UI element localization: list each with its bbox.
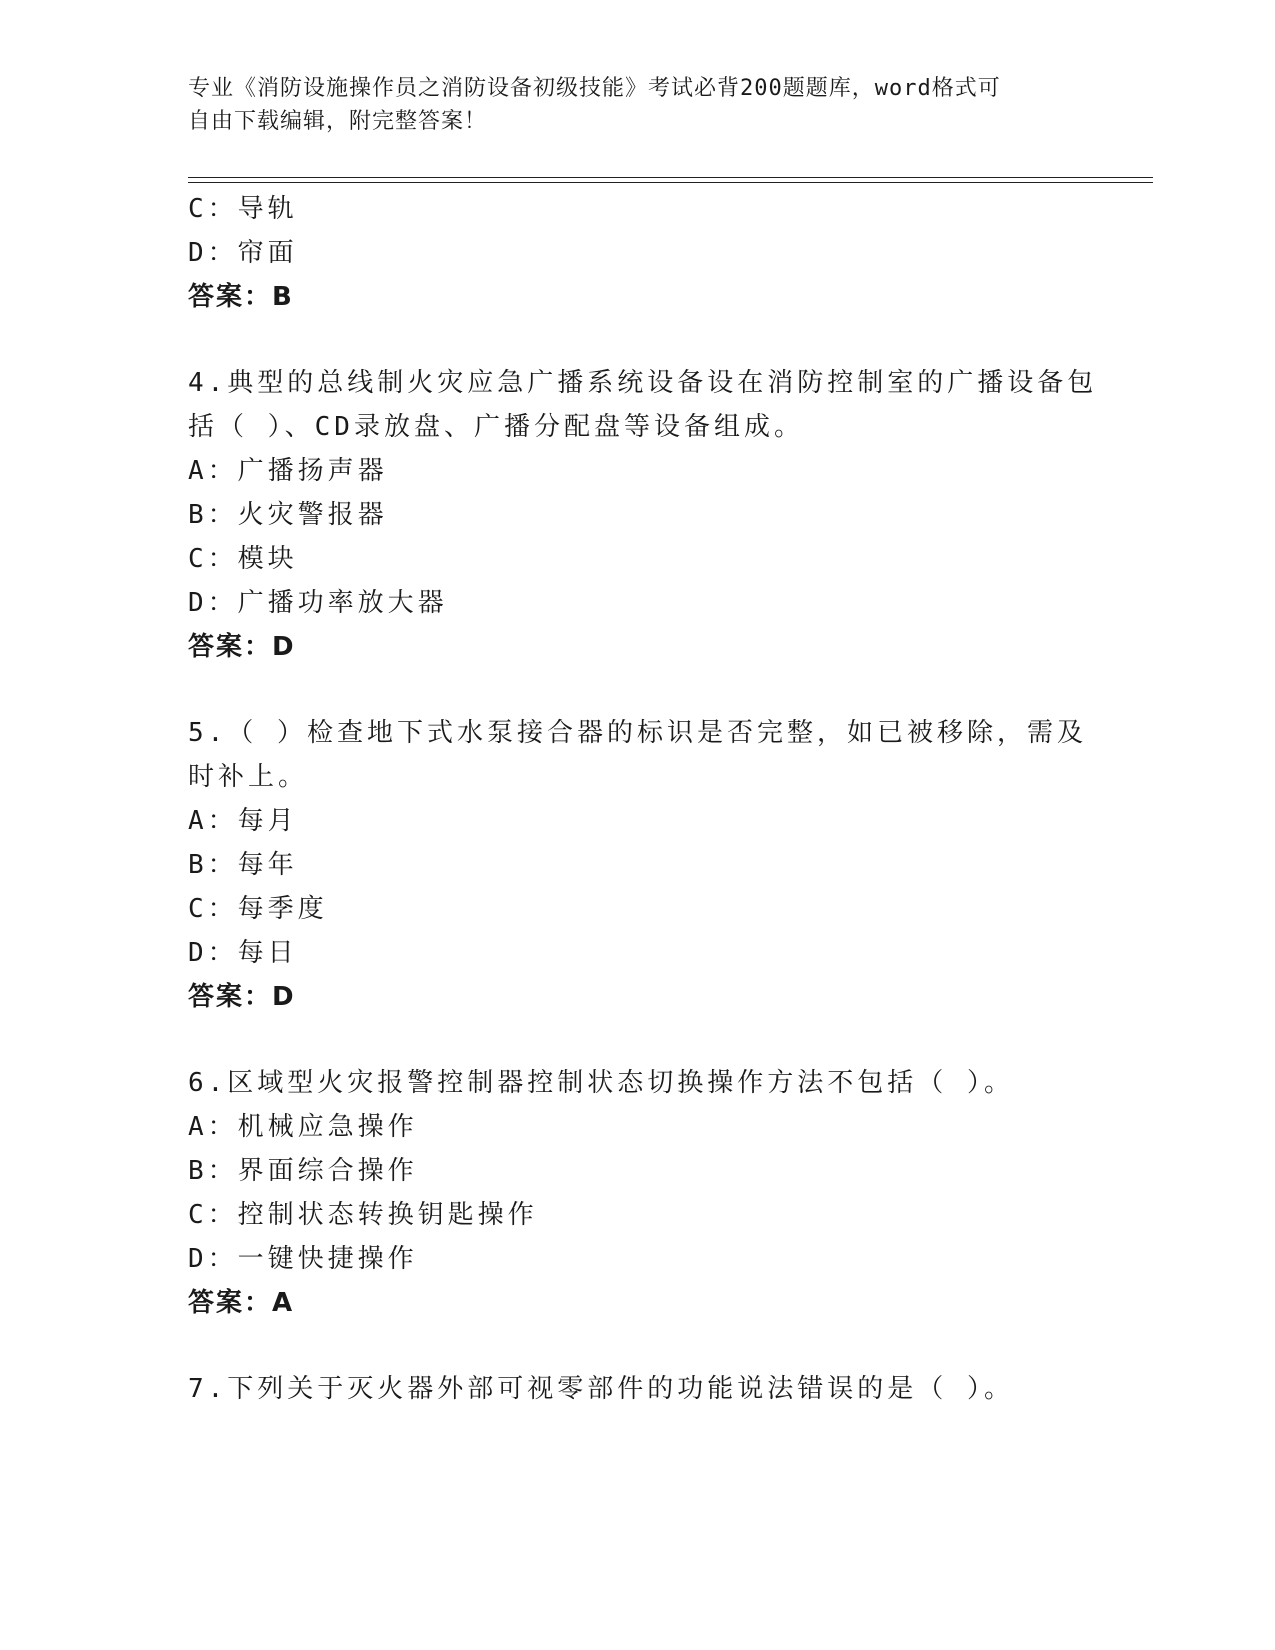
q4-stem-line-1: 4.典型的总线制火灾应急广播系统设备设在消防控制室的广播设备包 — [188, 368, 1098, 398]
q3-answer: 答案：B — [188, 282, 294, 312]
q7-stem-line-1: 7.下列关于灭火器外部可视零部件的功能说法错误的是（ ）。 — [188, 1374, 1014, 1404]
q6-answer: 答案：A — [188, 1288, 295, 1318]
q4-stem-line-2: 括（ ）、CD录放盘、广播分配盘等设备组成。 — [188, 412, 804, 442]
header-divider-bottom — [188, 182, 1153, 183]
q5-option-c: C：每季度 — [188, 894, 328, 924]
q5-answer: 答案：D — [188, 982, 296, 1012]
q6-stem-line-1: 6.区域型火灾报警控制器控制状态切换操作方法不包括（ ）。 — [188, 1068, 1014, 1098]
q6-option-a: A：机械应急操作 — [188, 1112, 418, 1142]
q4-option-c: C：模块 — [188, 544, 298, 574]
q4-option-a: A：广播扬声器 — [188, 456, 388, 486]
q4-option-d: D：广播功率放大器 — [188, 588, 448, 618]
q5-option-d: D：每日 — [188, 938, 298, 968]
document-header — [188, 72, 1068, 138]
header-divider-top — [188, 177, 1153, 178]
q4-option-b: B：火灾警报器 — [188, 500, 388, 530]
q6-option-c: C：控制状态转换钥匙操作 — [188, 1200, 538, 1230]
header-line-2: 自由下载编辑，附完整答案！ — [188, 109, 488, 134]
header-line-1: 专业《消防设施操作员之消防设备初级技能》考试必背200题题库，word格式可 — [188, 76, 1001, 101]
q6-option-d: D：一键快捷操作 — [188, 1244, 418, 1274]
q5-option-a: A：每月 — [188, 806, 298, 836]
q3-option-d: D：帘面 — [188, 238, 298, 268]
q5-stem-line-1: 5.（ ）检查地下式水泵接合器的标识是否完整，如已被移除，需及 — [188, 718, 1087, 748]
q5-stem-line-2: 时补上。 — [188, 762, 309, 792]
q3-option-c: C：导轨 — [188, 194, 298, 224]
q4-answer: 答案：D — [188, 632, 296, 662]
q6-option-b: B：界面综合操作 — [188, 1156, 418, 1186]
q5-option-b: B：每年 — [188, 850, 298, 880]
